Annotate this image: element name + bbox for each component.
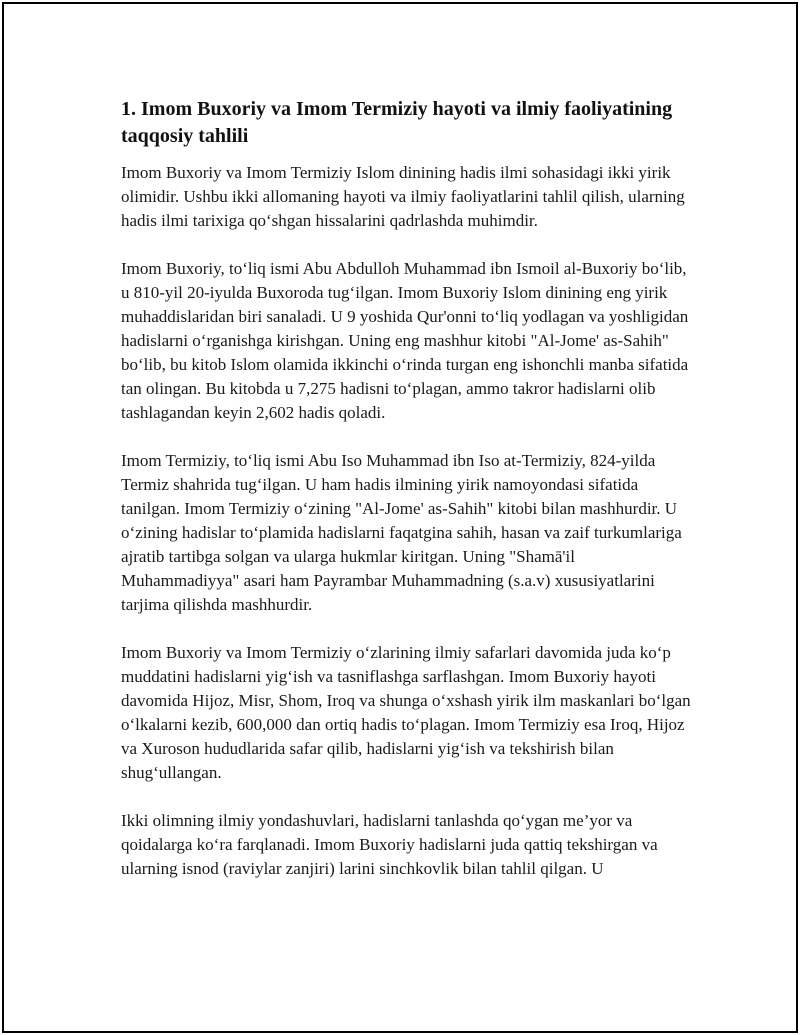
paragraph-travels: Imom Buxoriy va Imom Termiziy o‘zlarining ilmiy safarlari davomida juda ko‘p muddatini hadislarni yig‘ish va tasniflashga sarflashgan. Imom Buxoriy hayoti davomida Hijoz, Misr, Shom, Iroq va shunga o‘xshash yirik ilm maskanlari bo‘lgan o‘lkalarni kezib, 600,000 dan ortiq hadis to‘plagan. Imom Termiziy esa Iroq, Hijoz va Xuroson hududlarida safar qilib, hadislarni yig‘ish va tekshirish bilan shug‘ullangan. [121, 643, 691, 782]
paragraph-termiziy: Imom Termiziy, to‘liq ismi Abu Iso Muhammad ibn Iso at-Termiziy, 824-yilda Termiz shahrida tug‘ilgan. U ham hadis ilmining yirik namoyondasi sifatida tanilgan. Imom Termiziy o‘zining "Al-Jome' as-Sahih" kitobi bilan mashhurdir. U o‘zining hadislar to‘plamida hadislarni faqatgina sahih, hasan va zaif turkumlariga ajratib tartibga solgan va ularga hukmlar kiritgan. Uning "Shamā'il Muhammadiyya" asari ham Payrambar Muhammadning (s.a.v) xususiyatlarini tarjima qilishda mashhurdir. [121, 451, 682, 614]
page-frame [2, 2, 798, 1033]
paragraph-intro: Imom Buxoriy va Imom Termiziy Islom dinining hadis ilmi sohasidagi ikki yirik olimidir. Ushbu ikki allomaning hayoti va ilmiy faoliyatlarini tahlil qilish, ularning hadis ilmi tarixiga qo‘shgan hissalarini qadrlashda muhimdir. [121, 163, 685, 230]
document-body [121, 96, 696, 905]
section-title: 1. Imom Buxoriy va Imom Termiziy hayoti va ilmiy faoliyatining taqqosiy tahlili [121, 98, 673, 147]
paragraph-methods: Ikki olimning ilmiy yondashuvlari, hadislarni tanlashda qo‘ygan me’yor va qoidalarga ko‘ra farqlanadi. Imom Buxoriy hadislarni juda qattiq tekshirgan va ularning isnod (raviylar zanjiri) larini sinchkovlik bilan tahlil qilgan. U [121, 811, 658, 878]
paragraph-buxoriy: Imom Buxoriy, to‘liq ismi Abu Abdulloh Muhammad ibn Ismoil al-Buxoriy bo‘lib, u 810-yil 20-iyulda Buxoroda tug‘ilgan. Imom Buxoriy Islom dinining eng yirik muhaddislaridan biri sanaladi. U 9 yoshida Qur'onni to‘liq yodlagan va yoshligidan hadislarni o‘rganishga kirishgan. Uning eng mashhur kitobi "Al-Jome' as-Sahih" bo‘lib, bu kitob Islom olamida ikkinchi o‘rinda turgan eng ishonchli manba sifatida tan olingan. Bu kitobda u 7,275 hadisni to‘plagan, ammo takror hadislarni olib tashlagandan keyin 2,602 hadis qoladi. [121, 259, 689, 422]
